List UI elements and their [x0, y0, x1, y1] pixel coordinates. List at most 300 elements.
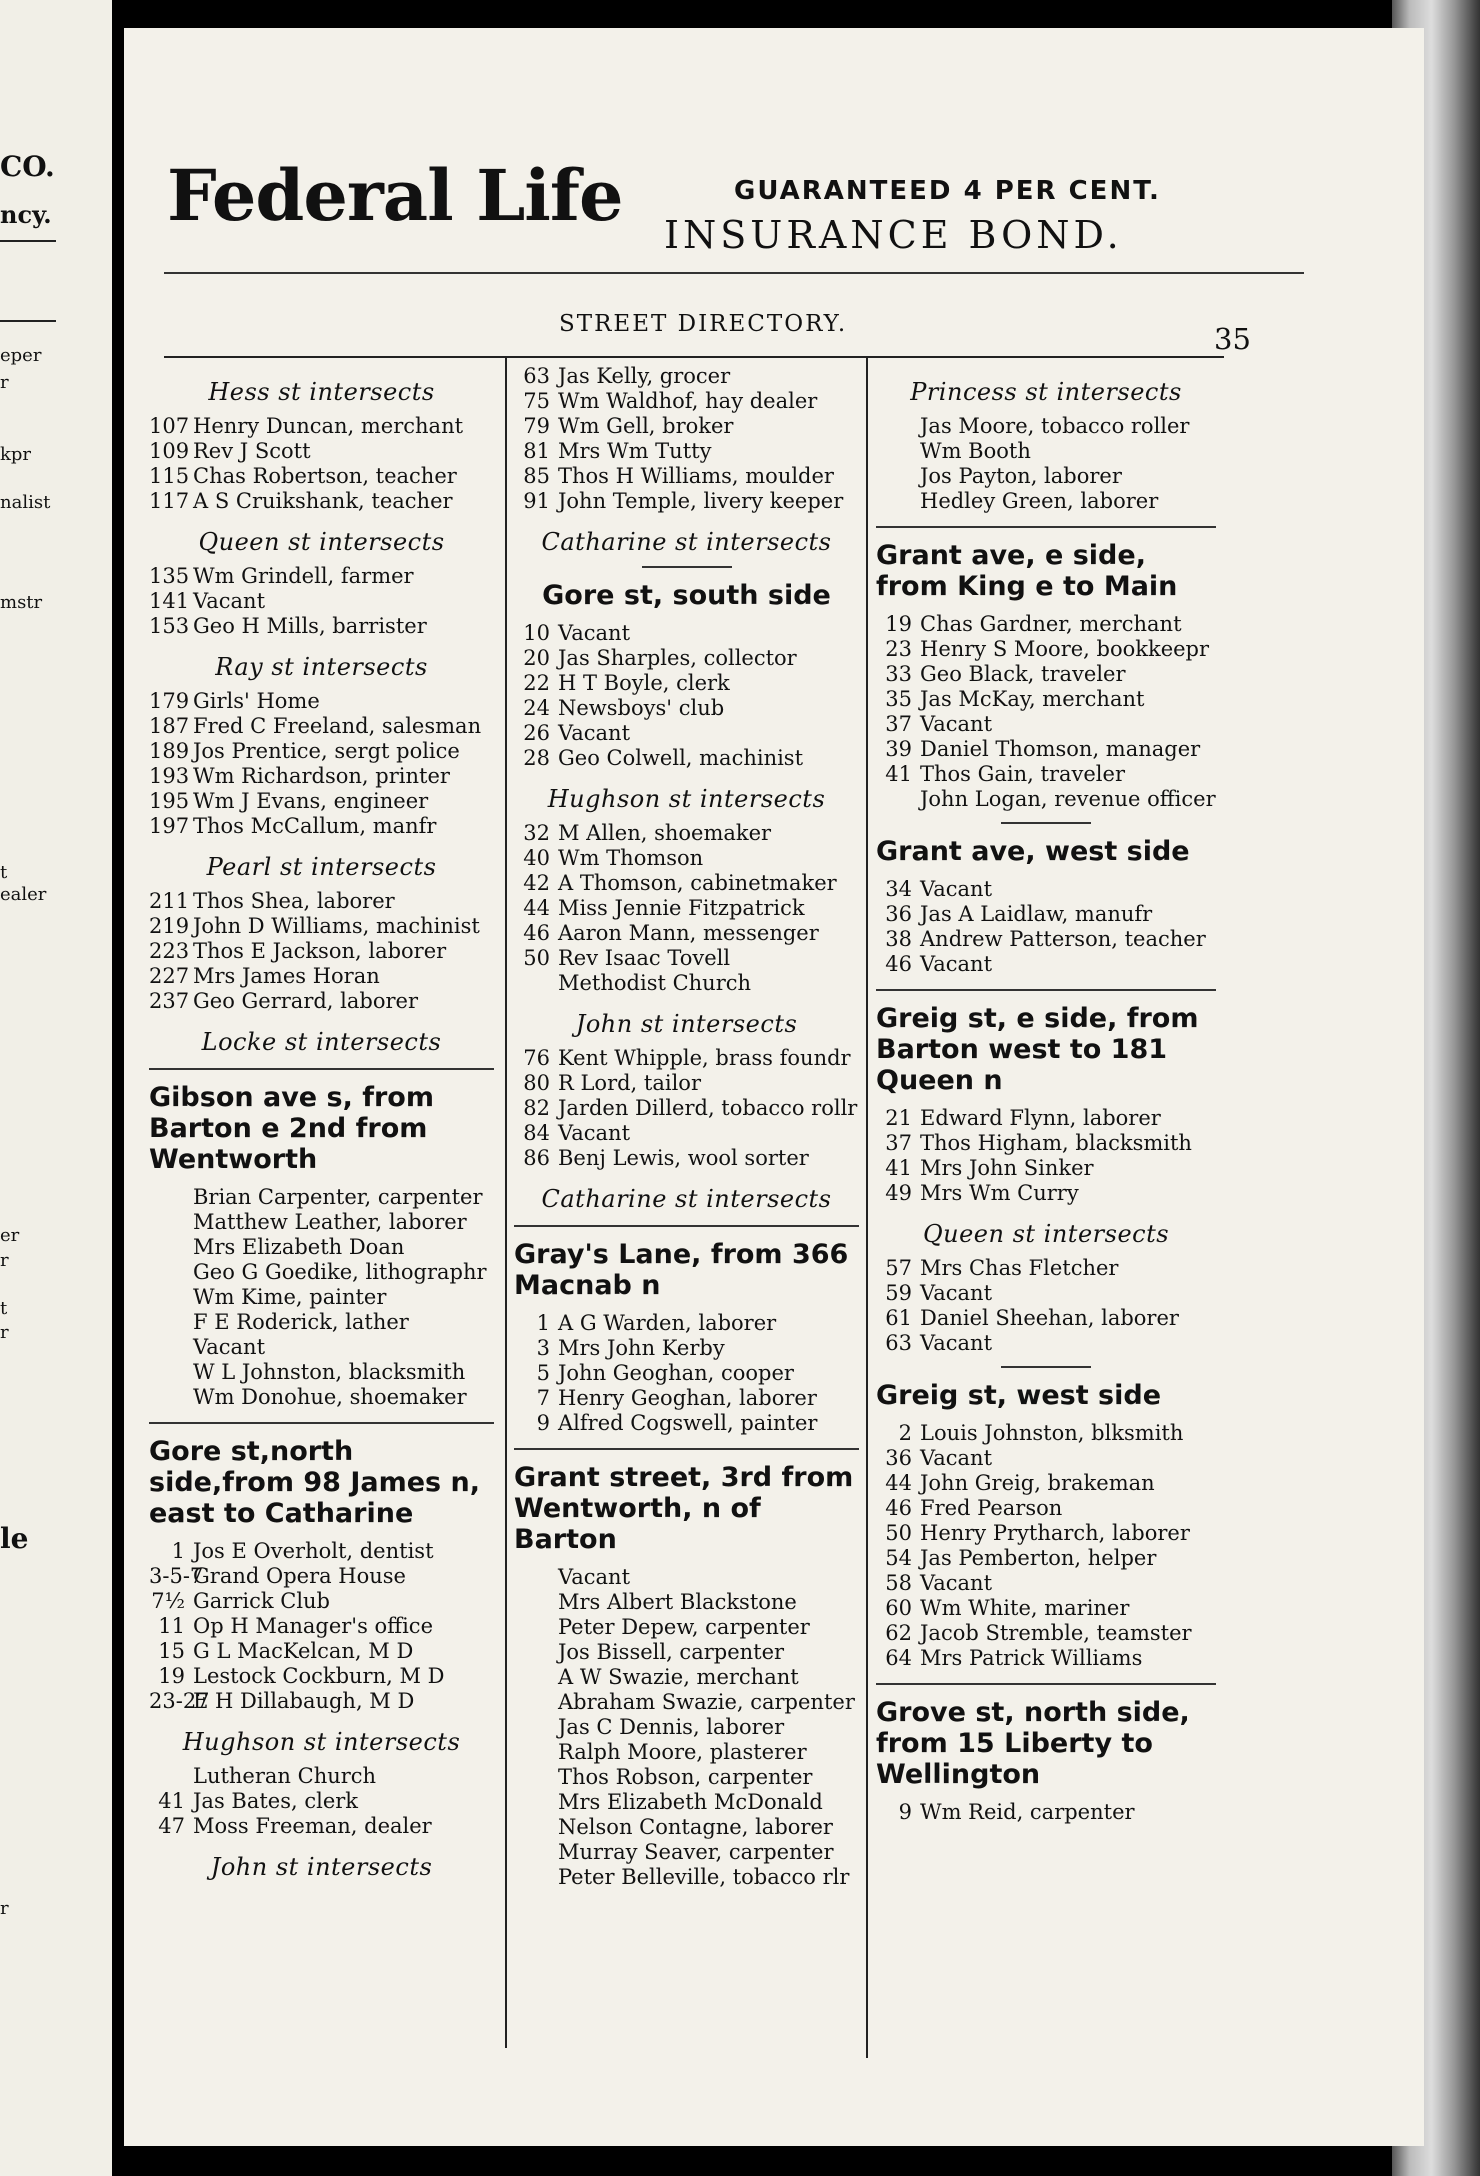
entry-text: Wm Donohue, shoemaker: [193, 1385, 467, 1409]
entry-text: Vacant: [558, 1565, 631, 1589]
resident-text: Mrs John Kerby: [558, 1336, 725, 1360]
directory-entry: [514, 846, 859, 871]
house-number: 38: [885, 927, 912, 951]
directory-entry: [876, 1471, 1216, 1496]
entry-group: [514, 1565, 859, 1890]
resident-text: Jas McKay, merchant: [920, 687, 1145, 711]
intersect-heading: Catharine st intersects: [541, 1185, 832, 1213]
divider: [0, 240, 56, 242]
house-number: 223: [149, 939, 190, 963]
resident-text: Grand Opera House: [193, 1564, 406, 1588]
directory-entry: [149, 1614, 494, 1639]
directory-entry: [514, 746, 859, 771]
resident-text: Jas Kelly, grocer: [558, 364, 731, 388]
resident-text: Rev Isaac Tovell: [558, 946, 731, 970]
directory-entry: [876, 637, 1216, 662]
house-number: 80: [523, 1071, 550, 1095]
resident-text: Jas Sharples, collector: [558, 646, 797, 670]
section-rule: [149, 1068, 494, 1070]
directory-entry: [149, 1185, 494, 1210]
directory-entry: [149, 564, 494, 589]
resident-text: Vacant: [920, 1446, 993, 1470]
house-number: 23: [885, 637, 912, 661]
directory-entry: [876, 1446, 1216, 1471]
directory-entry: [876, 1521, 1216, 1546]
house-number: 1: [171, 1539, 185, 1563]
directory-entry: [876, 787, 1216, 812]
directory-entry: [876, 1281, 1216, 1306]
resident-text: John Greig, brakeman: [920, 1471, 1155, 1495]
resident-text: E H Dillabaugh, M D: [193, 1689, 415, 1713]
house-number: 46: [885, 952, 912, 976]
street-heading: Gibson ave s, from Barton e 2nd from Wentworth: [149, 1082, 434, 1175]
house-number: 9: [898, 1800, 912, 1824]
directory-entry: [876, 927, 1216, 952]
resident-text: Vacant: [920, 712, 993, 736]
resident-text: Jacob Stremble, teamster: [920, 1621, 1192, 1645]
directory-entry: [149, 1789, 494, 1814]
house-number: 39: [885, 737, 912, 761]
house-number: 34: [885, 877, 912, 901]
page-number: 35: [1214, 322, 1251, 356]
directory-entry: [876, 439, 1216, 464]
directory-entry: [514, 821, 859, 846]
resident-text: Louis Johnston, blksmith: [920, 1421, 1184, 1445]
directory-entry: [514, 414, 859, 439]
entry-text: Peter Depew, carpenter: [558, 1615, 810, 1639]
directory-entry: [876, 1131, 1216, 1156]
section-rule: [876, 1683, 1216, 1685]
directory-entry: [514, 1386, 859, 1411]
resident-text: Thos McCallum, manfr: [193, 814, 437, 838]
resident-text: Vacant: [920, 952, 993, 976]
entry-group: [876, 1421, 1216, 1671]
house-number: 41: [885, 762, 912, 786]
house-number: 211: [149, 889, 190, 913]
resident-text: Wm White, mariner: [920, 1596, 1130, 1620]
intersect-heading: Catharine st intersects: [541, 528, 832, 556]
intersect-heading: Locke st intersects: [201, 1028, 442, 1056]
house-number: 107: [149, 414, 190, 438]
entry-group: [514, 821, 859, 996]
directory-entry: [876, 737, 1216, 762]
street-heading: Gore st,north side,from 98 James n, east to Catharine: [149, 1436, 481, 1529]
directory-entry: [876, 952, 1216, 977]
resident-text: Henry S Moore, bookkeepr: [920, 637, 1210, 661]
directory-entry: [149, 1764, 494, 1789]
house-number: 37: [885, 1131, 912, 1155]
entry-text: Wm Booth: [920, 439, 1031, 463]
directory-entry: [149, 964, 494, 989]
house-number: 187: [149, 714, 190, 738]
directory-entry: [514, 1740, 859, 1765]
house-number: 7: [536, 1386, 550, 1410]
house-number: 5: [536, 1361, 550, 1385]
resident-text: A S Cruikshank, teacher: [193, 489, 453, 513]
entry-group: [876, 1256, 1216, 1356]
house-number: 24: [523, 696, 550, 720]
house-number: 35: [885, 687, 912, 711]
house-number: 60: [885, 1596, 912, 1620]
entry-group: [149, 1539, 494, 1714]
resident-text: Thos E Jackson, laborer: [193, 939, 447, 963]
house-number: 115: [149, 464, 190, 488]
house-number: 36: [885, 902, 912, 926]
intersect-heading: Hughson st intersects: [182, 1728, 461, 1756]
directory-entry: [514, 896, 859, 921]
directory-entry: [149, 889, 494, 914]
entry-text: Wm Kime, painter: [193, 1285, 387, 1309]
entry-text: W L Johnston, blacksmith: [193, 1360, 466, 1384]
house-number: 179: [149, 689, 190, 713]
directory-entry: [149, 764, 494, 789]
resident-text: Vacant: [558, 1121, 631, 1145]
directory-entry: [514, 1311, 859, 1336]
entry-group: [876, 612, 1216, 812]
directory-entry: [876, 1421, 1216, 1446]
intersect-heading: Ray st intersects: [215, 653, 428, 681]
entry-text: Peter Belleville, tobacco rlr: [558, 1865, 850, 1889]
house-number: 75: [523, 389, 550, 413]
resident-text: Wm Richardson, printer: [193, 764, 450, 788]
directory-entry: [876, 662, 1216, 687]
directory-entry: [514, 1590, 859, 1615]
house-number: 41: [158, 1789, 185, 1813]
resident-text: Girls' Home: [193, 689, 320, 713]
house-number: 197: [149, 814, 190, 838]
entry-group: [514, 364, 859, 514]
entry-text: Murray Seaver, carpenter: [558, 1840, 834, 1864]
fragment-text: r: [0, 1322, 9, 1343]
directory-entry: [514, 1046, 859, 1071]
house-number: 42: [523, 871, 550, 895]
fragment-text: ncy.: [0, 200, 52, 229]
column-divider: [505, 358, 507, 2048]
directory-entry: [876, 1496, 1216, 1521]
directory-entry: [514, 1071, 859, 1096]
house-number: 10: [523, 621, 550, 645]
directory-entry: [149, 1335, 494, 1360]
intersect-heading: Queen st intersects: [922, 1220, 1170, 1248]
directory-page: [124, 28, 1424, 2146]
entry-group: [149, 564, 494, 639]
directory-entry: [514, 721, 859, 746]
house-number: 141: [149, 589, 190, 613]
fragment-text: t: [0, 862, 8, 883]
house-number: 46: [523, 921, 550, 945]
house-number: 57: [885, 1256, 912, 1280]
street-heading: Greig st, e side, from Barton west to 181 Queen n: [876, 1003, 1199, 1096]
entry-group: [876, 414, 1216, 514]
directory-entry: [149, 1589, 494, 1614]
resident-text: M Allen, shoemaker: [558, 821, 772, 845]
directory-entry: [514, 621, 859, 646]
directory-entry: [149, 1310, 494, 1335]
resident-text: Henry Prytharch, laborer: [920, 1521, 1190, 1545]
house-number: 54: [885, 1546, 912, 1570]
house-number: 109: [149, 439, 190, 463]
resident-text: Fred Pearson: [920, 1496, 1063, 1520]
house-number: 135: [149, 564, 190, 588]
directory-entry: [149, 1260, 494, 1285]
house-number: 86: [523, 1146, 550, 1170]
directory-entry: [149, 489, 494, 514]
resident-text: Jos E Overholt, dentist: [193, 1539, 434, 1563]
street-heading: Grant ave, e side, from King e to Main: [876, 540, 1178, 602]
house-number: 3: [536, 1336, 550, 1360]
directory-entry: [149, 1539, 494, 1564]
directory-entry: [876, 1596, 1216, 1621]
directory-entry: [876, 464, 1216, 489]
resident-text: Vacant: [558, 621, 631, 645]
house-number: 79: [523, 414, 550, 438]
house-number: 26: [523, 721, 550, 745]
column-divider: [866, 358, 868, 2058]
resident-text: Henry Geoghan, laborer: [558, 1386, 817, 1410]
house-number: 237: [149, 989, 190, 1013]
directory-entry: [149, 1360, 494, 1385]
fragment-text: nalist: [0, 492, 51, 513]
resident-text: Wm Waldhof, hay dealer: [558, 389, 818, 413]
fragment-text: r: [0, 1898, 9, 1919]
directory-entry: [514, 1690, 859, 1715]
resident-text: Fred C Freeland, salesman: [193, 714, 482, 738]
house-number: 49: [885, 1181, 912, 1205]
house-number: 23-27: [149, 1689, 210, 1713]
house-number: 37: [885, 712, 912, 736]
resident-text: Mrs Chas Fletcher: [920, 1256, 1119, 1280]
directory-entry: [876, 1621, 1216, 1646]
resident-text: Mrs Wm Curry: [920, 1181, 1079, 1205]
directory-entry: [876, 1156, 1216, 1181]
resident-text: Vacant: [920, 1281, 993, 1305]
directory-entry: [149, 1235, 494, 1260]
street-heading: Greig st, west side: [876, 1380, 1162, 1411]
fragment-text: t: [0, 1298, 8, 1319]
house-number: 19: [885, 612, 912, 636]
directory-entry: [514, 464, 859, 489]
house-number: 64: [885, 1646, 912, 1670]
resident-text: Jarden Dillerd, tobacco rollr: [558, 1096, 858, 1120]
entry-text: Jas C Dennis, laborer: [558, 1715, 785, 1739]
entry-text: F E Roderick, lather: [193, 1310, 409, 1334]
resident-text: Wm Thomson: [558, 846, 704, 870]
directory-entry: [876, 877, 1216, 902]
directory-entry: [876, 712, 1216, 737]
resident-text: Jas Pemberton, helper: [920, 1546, 1157, 1570]
resident-text: Wm Reid, carpenter: [920, 1800, 1135, 1824]
street-heading: Grant street, 3rd from Wentworth, n of Barton: [514, 1462, 854, 1555]
directory-entry: [876, 1646, 1216, 1671]
header-rule: [164, 272, 1304, 274]
resident-text: Aaron Mann, messenger: [558, 921, 819, 945]
directory-entry: [514, 1640, 859, 1665]
directory-entry: [149, 789, 494, 814]
entry-text: Ralph Moore, plasterer: [558, 1740, 807, 1764]
entry-text: Jos Bissell, carpenter: [558, 1640, 785, 1664]
directory-entry: [149, 1689, 494, 1714]
directory-entry: [149, 1564, 494, 1589]
intersect-heading: John st intersects: [210, 1853, 433, 1881]
resident-text: A Thomson, cabinetmaker: [558, 871, 837, 895]
directory-entry: [514, 971, 859, 996]
directory-entry: [876, 762, 1216, 787]
house-number: 47: [158, 1814, 185, 1838]
house-number: 219: [149, 914, 190, 938]
resident-text: John Temple, livery keeper: [558, 489, 844, 513]
directory-entry: [514, 364, 859, 389]
resident-text: G L MacKelcan, M D: [193, 1639, 414, 1663]
house-number: 11: [158, 1614, 185, 1638]
intersect-heading: Pearl st intersects: [206, 853, 437, 881]
house-number: 61: [885, 1306, 912, 1330]
resident-text: Thos H Williams, moulder: [558, 464, 834, 488]
entry-group: [149, 1764, 494, 1839]
resident-text: Benj Lewis, wool sorter: [558, 1146, 809, 1170]
resident-text: Geo Gerrard, laborer: [193, 989, 418, 1013]
directory-entry: [514, 1565, 859, 1590]
street-heading: Grant ave, west side: [876, 836, 1190, 867]
short-rule: [1001, 1366, 1091, 1368]
directory-entry: [149, 714, 494, 739]
resident-text: Methodist Church: [558, 971, 752, 995]
resident-text: Lutheran Church: [193, 1764, 377, 1788]
house-number: 117: [149, 489, 190, 513]
directory-entry: [149, 814, 494, 839]
resident-text: Thos Higham, blacksmith: [920, 1131, 1192, 1155]
resident-text: Wm Grindell, farmer: [193, 564, 414, 588]
house-number: 91: [523, 489, 550, 513]
house-number: 85: [523, 464, 550, 488]
house-number: 20: [523, 646, 550, 670]
intersect-heading: Hess st intersects: [208, 378, 435, 406]
house-number: 84: [523, 1121, 550, 1145]
resident-text: Vacant: [920, 1571, 993, 1595]
fragment-text: le: [0, 1522, 29, 1555]
entry-group: [514, 1311, 859, 1436]
house-number: 62: [885, 1621, 912, 1645]
house-number: 28: [523, 746, 550, 770]
entry-group: [149, 1185, 494, 1410]
directory-entry: [149, 589, 494, 614]
house-number: 76: [523, 1046, 550, 1070]
short-rule: [1001, 822, 1091, 824]
entry-group: [876, 877, 1216, 977]
directory-entry: [876, 1800, 1216, 1825]
resident-text: Mrs John Sinker: [920, 1156, 1094, 1180]
directory-entry: [514, 1121, 859, 1146]
fragment-text: r: [0, 1250, 9, 1271]
directory-entry: [149, 939, 494, 964]
house-number: 153: [149, 614, 190, 638]
entry-group: [149, 889, 494, 1014]
divider: [0, 320, 56, 322]
advert-tagline: GUARANTEED 4 PER CENT.: [734, 176, 1161, 206]
directory-entry: [876, 612, 1216, 637]
house-number: 195: [149, 789, 190, 813]
directory-entry: [876, 1306, 1216, 1331]
directory-entry: [514, 1765, 859, 1790]
section-rule: [876, 526, 1216, 528]
directory-entry: [149, 1210, 494, 1235]
directory-entry: [514, 1715, 859, 1740]
entry-group: [876, 1106, 1216, 1206]
entry-text: A W Swazie, merchant: [558, 1665, 799, 1689]
fragment-text: CO.: [0, 150, 55, 183]
resident-text: Mrs Patrick Williams: [920, 1646, 1143, 1670]
section-rule: [149, 1422, 494, 1424]
directory-entry: [514, 489, 859, 514]
house-number: 50: [885, 1521, 912, 1545]
fragment-text: r: [0, 372, 9, 393]
street-heading: Gray's Lane, from 366 Macnab n: [514, 1239, 849, 1301]
fragment-text: er: [0, 1225, 20, 1246]
directory-entry: [876, 1571, 1216, 1596]
directory-entry: [514, 1615, 859, 1640]
directory-entry: [514, 1336, 859, 1361]
directory-entry: [514, 671, 859, 696]
street-heading: Grove st, north side, from 15 Liberty to Wellington: [876, 1697, 1190, 1790]
resident-text: Jos Prentice, sergt police: [193, 739, 460, 763]
directory-entry: [514, 1096, 859, 1121]
resident-text: Geo Black, traveler: [920, 662, 1126, 686]
resident-text: Vacant: [920, 877, 993, 901]
resident-text: Rev J Scott: [193, 439, 311, 463]
entry-text: Matthew Leather, laborer: [193, 1210, 467, 1234]
directory-entry: [876, 1181, 1216, 1206]
directory-entry: [876, 1546, 1216, 1571]
house-number: 22: [523, 671, 550, 695]
directory-entry: [514, 1840, 859, 1865]
entry-text: Thos Robson, carpenter: [558, 1765, 813, 1789]
resident-text: Kent Whipple, brass foundr: [558, 1046, 851, 1070]
house-number: 63: [885, 1331, 912, 1355]
resident-text: Henry Duncan, merchant: [193, 414, 464, 438]
directory-entry: [876, 1331, 1216, 1356]
resident-text: Garrick Club: [193, 1589, 331, 1613]
house-number: 36: [885, 1446, 912, 1470]
directory-entry: [514, 389, 859, 414]
resident-text: Andrew Patterson, teacher: [920, 927, 1206, 951]
resident-text: Miss Jennie Fitzpatrick: [558, 896, 805, 920]
house-number: 44: [523, 896, 550, 920]
entry-text: Jos Payton, laborer: [920, 464, 1122, 488]
house-number: 58: [885, 1571, 912, 1595]
column-2: [514, 364, 859, 1890]
house-number: 227: [149, 964, 190, 988]
house-number: 193: [149, 764, 190, 788]
resident-text: H T Boyle, clerk: [558, 671, 730, 695]
section-rule: [876, 989, 1216, 991]
house-number: 189: [149, 739, 190, 763]
directory-entry: [876, 414, 1216, 439]
directory-entry: [514, 921, 859, 946]
section-rule: [514, 1225, 859, 1227]
directory-entry: [149, 1639, 494, 1664]
resident-text: Mrs James Horan: [193, 964, 380, 988]
advert-title: Federal Life: [167, 154, 623, 237]
house-number: 41: [885, 1156, 912, 1180]
resident-text: R Lord, tailor: [558, 1071, 701, 1095]
intersect-heading: John st intersects: [575, 1010, 798, 1038]
resident-text: Jas Bates, clerk: [193, 1789, 359, 1813]
house-number: 15: [158, 1639, 185, 1663]
entry-text: Abraham Swazie, carpenter: [558, 1690, 855, 1714]
house-number: 2: [898, 1421, 912, 1445]
house-number: 33: [885, 662, 912, 686]
directory-entry: [149, 414, 494, 439]
directory-entry: [514, 1665, 859, 1690]
